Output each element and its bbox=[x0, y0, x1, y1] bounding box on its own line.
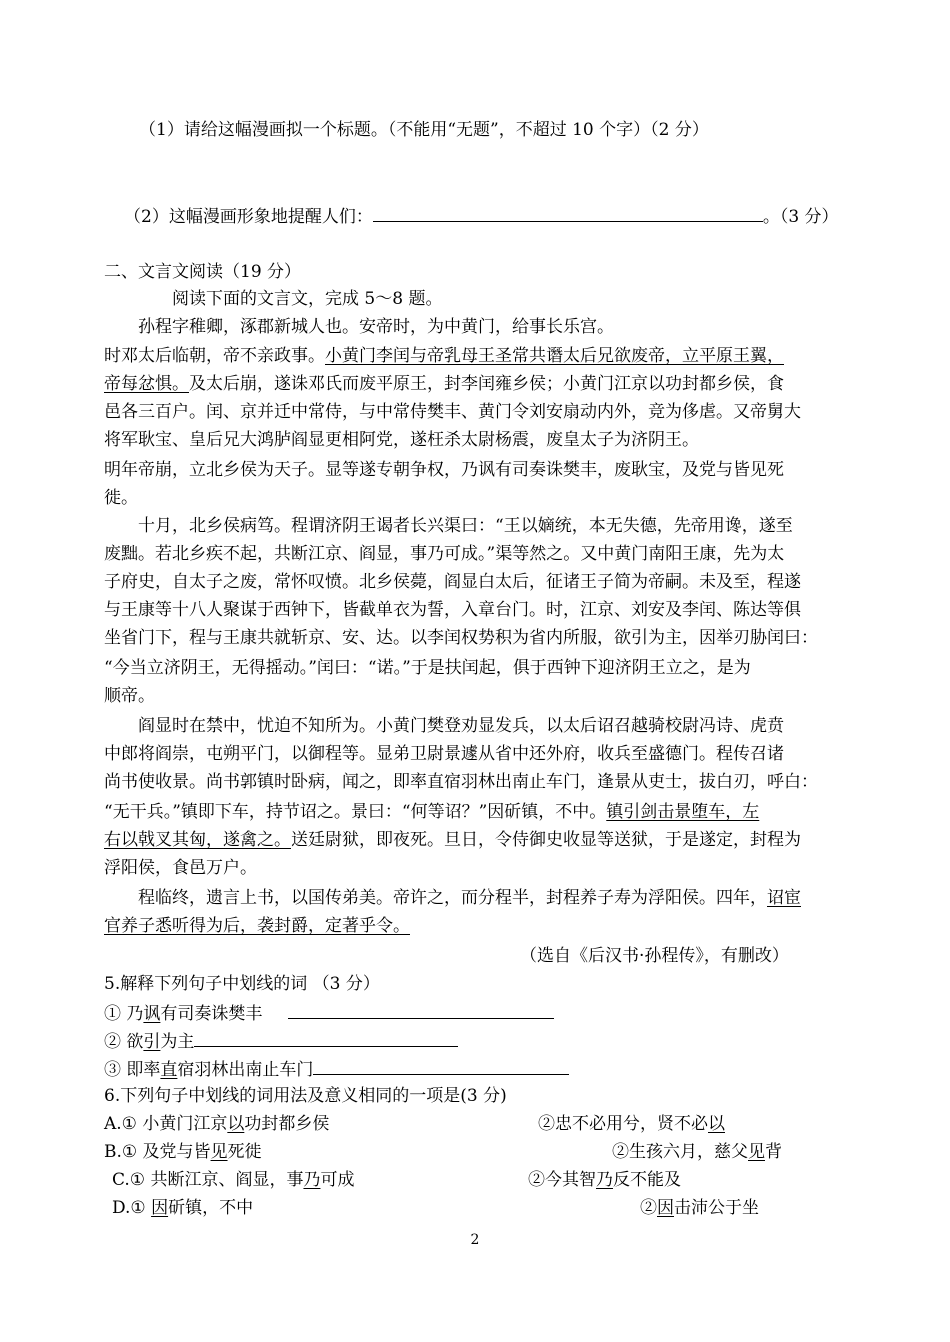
text-span: C.① 共断江京、阎显，事 bbox=[112, 1170, 304, 1190]
text-span: 背 bbox=[765, 1142, 782, 1162]
passage-line: 明年帝崩，立北乡侯为天子。显等遂专朝争权，乃讽有司奏诛樊丰，废耿宝，及党与皆见死 bbox=[104, 460, 784, 480]
underlined-word: 见 bbox=[748, 1142, 765, 1162]
underlined-sentence-1: 小黄门李闰与帝乳母王圣常共谮太后兄欲废帝，立平原王翼， bbox=[325, 346, 784, 366]
option-a-1[interactable] bbox=[104, 1112, 329, 1136]
underlined-sentence-3-end: 官养子悉听得为后，袭封爵，定著乎令。 bbox=[104, 916, 410, 936]
text-span: 功封都乡侯 bbox=[244, 1114, 330, 1134]
passage-line: 邑各三百户。闰、京并迁中常侍，与中常侍樊丰、黄门令刘安扇动内外，竞为侈虐。又帝舅大 bbox=[104, 402, 801, 422]
question-5-item-1 bbox=[104, 1000, 554, 1026]
section-title: 二、文言文阅读（19 分） bbox=[104, 262, 302, 282]
answer-blank-5-2[interactable] bbox=[194, 1028, 458, 1047]
text-span: ① 乃 bbox=[104, 1004, 144, 1024]
passage-line: 与王康等十八人聚谋于西钟下，皆截单衣为誓，入章台门。时，江京、刘安及李闰、陈达等俱 bbox=[104, 600, 801, 620]
text-span: D.① bbox=[112, 1198, 152, 1218]
underlined-word: 以 bbox=[708, 1114, 725, 1134]
text-span: ② bbox=[640, 1198, 657, 1218]
passage-line bbox=[104, 372, 784, 396]
underlined-word: 因 bbox=[657, 1198, 674, 1218]
passage-line bbox=[104, 800, 759, 824]
passage-line: 将军耿宝、皇后兄大鸿胪阎显更相阿党，遂枉杀太尉杨震，废皇太子为济阴王。 bbox=[104, 430, 699, 450]
passage-line: “今当立济阴王，无得摇动。”闰曰：“诺。”于是扶闰起，俱于西钟下迎济阴王立之，是为 bbox=[104, 658, 751, 678]
passage-line: 坐省门下，程与王康共就斩京、安、达。以李闰权势积为省内所服，欲引为主，因举刃胁闰曰： bbox=[104, 628, 818, 648]
text-span: 及太后崩，遂诛邓氏而废平原王，封李闰雍乡侯；小黄门江京以功封都乡侯，食 bbox=[189, 374, 784, 394]
text-span: ②生孩六月，慈父 bbox=[612, 1142, 748, 1162]
option-d-1[interactable] bbox=[112, 1196, 253, 1220]
text-span: 斫镇，不中 bbox=[168, 1198, 254, 1218]
text-span: 击沛公于坐 bbox=[674, 1198, 759, 1218]
passage-line bbox=[138, 886, 801, 910]
page-number: 2 bbox=[470, 1232, 480, 1248]
question-5-item-3 bbox=[104, 1056, 569, 1082]
underlined-sentence-3: 诏宦 bbox=[767, 888, 801, 908]
text-span: B.① 及党与皆 bbox=[104, 1142, 211, 1162]
answer-blank-5-3[interactable] bbox=[313, 1056, 569, 1075]
text-span: 程临终，遗言上书，以国传弟美。帝许之，而分程半，封程养子寿为浮阳侯。四年， bbox=[138, 888, 767, 908]
underlined-sentence-2: 镇引剑击景堕车，左 bbox=[606, 802, 760, 822]
underlined-word: 直 bbox=[160, 1060, 178, 1080]
passage-line: 子府史，自太子之废，常怀叹愤。北乡侯薨，阎显白太后，征诸王子简为帝嗣。未及至，程遂 bbox=[104, 572, 801, 592]
underlined-sentence-1-end: 帝每忿惧。 bbox=[104, 374, 189, 394]
question-5-item-2 bbox=[104, 1028, 458, 1054]
question-1-title-prompt: （1）请给这幅漫画拟一个标题。（不能用“无题”，不超过 10 个字）（2 分） bbox=[139, 120, 709, 140]
underlined-word: 因 bbox=[151, 1198, 169, 1218]
underlined-word: 见 bbox=[210, 1142, 228, 1162]
instruction: 阅读下面的文言文，完成 5～8 题。 bbox=[172, 289, 443, 309]
passage-line: 顺帝。 bbox=[104, 686, 155, 706]
underlined-word: 乃 bbox=[596, 1170, 613, 1190]
text-span: 为主 bbox=[160, 1032, 195, 1052]
underlined-word: 引 bbox=[143, 1032, 161, 1052]
source-citation: （选自《后汉书·孙程传》，有删改） bbox=[520, 946, 789, 966]
question-2-text: （2）这幅漫画形象地提醒人们： bbox=[124, 207, 373, 227]
question-5-title: 5.解释下列句子中划线的词 （3 分） bbox=[104, 974, 380, 994]
question-2-score: 。（3 分） bbox=[762, 207, 839, 227]
text-span: ③ 即率 bbox=[104, 1060, 161, 1080]
passage-line: 尚书使收景。尚书郭镇时卧病，闻之，即率直宿羽林出南止车门，逢景从吏士，拔白刃，呼白： bbox=[104, 772, 818, 792]
option-b-1[interactable] bbox=[104, 1140, 262, 1164]
underlined-word: 讽 bbox=[143, 1004, 161, 1024]
option-c-1[interactable] bbox=[112, 1168, 354, 1192]
passage-line bbox=[104, 828, 801, 852]
text-span: ②今其智 bbox=[528, 1170, 596, 1190]
passage-line: 中郎将阎崇，屯朔平门，以御程等。显弟卫尉景遽从省中还外府，收兵至盛德门。程传召诸 bbox=[104, 744, 784, 764]
text-span: 死徙 bbox=[227, 1142, 262, 1162]
text-span: 可成 bbox=[320, 1170, 355, 1190]
text-span: “无干兵。”镇即下车，持节诏之。景曰：“何等诏？”因斫镇，不中。 bbox=[104, 802, 607, 822]
text-span: 反不能及 bbox=[613, 1170, 681, 1190]
text-span: 宿羽林出南止车门 bbox=[177, 1060, 314, 1080]
passage-line bbox=[104, 344, 784, 368]
passage-line: 徙。 bbox=[104, 488, 138, 508]
passage-intro: 孙程字稚卿，涿郡新城人也。安帝时，为中黄门，给事长乐宫。 bbox=[138, 317, 614, 337]
option-d-2[interactable] bbox=[640, 1196, 759, 1220]
option-b-2[interactable] bbox=[612, 1140, 782, 1164]
answer-blank-q2[interactable] bbox=[373, 203, 763, 222]
question-2-prompt bbox=[124, 203, 839, 229]
text-span: 时邓太后临朝，帝不亲政事。 bbox=[104, 346, 325, 366]
underlined-word: 乃 bbox=[303, 1170, 321, 1190]
answer-blank-5-1[interactable] bbox=[288, 1000, 554, 1019]
passage-line: 浮阳侯，食邑万户。 bbox=[104, 858, 257, 878]
underlined-word: 以 bbox=[227, 1114, 245, 1134]
passage-line: 十月，北乡侯病笃。程谓济阴王谒者长兴渠曰：“王以嫡统，本无失德，先帝用谗，遂至 bbox=[138, 516, 793, 536]
option-a-2[interactable] bbox=[538, 1112, 725, 1136]
option-c-2[interactable] bbox=[528, 1168, 681, 1192]
text-span: A.① 小黄门江京 bbox=[104, 1114, 228, 1134]
text-span: 有司奏诛樊丰 bbox=[160, 1004, 263, 1024]
text-span: ②忠不必用兮，贤不必 bbox=[538, 1114, 708, 1134]
underlined-sentence-2-end: 右以戟叉其匈，遂禽之。 bbox=[104, 830, 291, 850]
text-span: ② 欲 bbox=[104, 1032, 144, 1052]
passage-line: 阎显时在禁中，忧迫不知所为。小黄门樊登劝显发兵，以太后诏召越骑校尉冯诗、虎贲 bbox=[138, 716, 784, 736]
passage-line bbox=[104, 914, 410, 938]
question-6-title: 6.下列句子中划线的词用法及意义相同的一项是(3 分) bbox=[104, 1086, 507, 1106]
passage-line: 废黜。若北乡疾不起，共断江京、阎显，事乃可成。”渠等然之。又中黄门南阳王康，先为太 bbox=[104, 544, 785, 564]
text-span: 送廷尉狱，即夜死。旦日，令侍御史收显等送狱，于是遂定，封程为 bbox=[291, 830, 801, 850]
